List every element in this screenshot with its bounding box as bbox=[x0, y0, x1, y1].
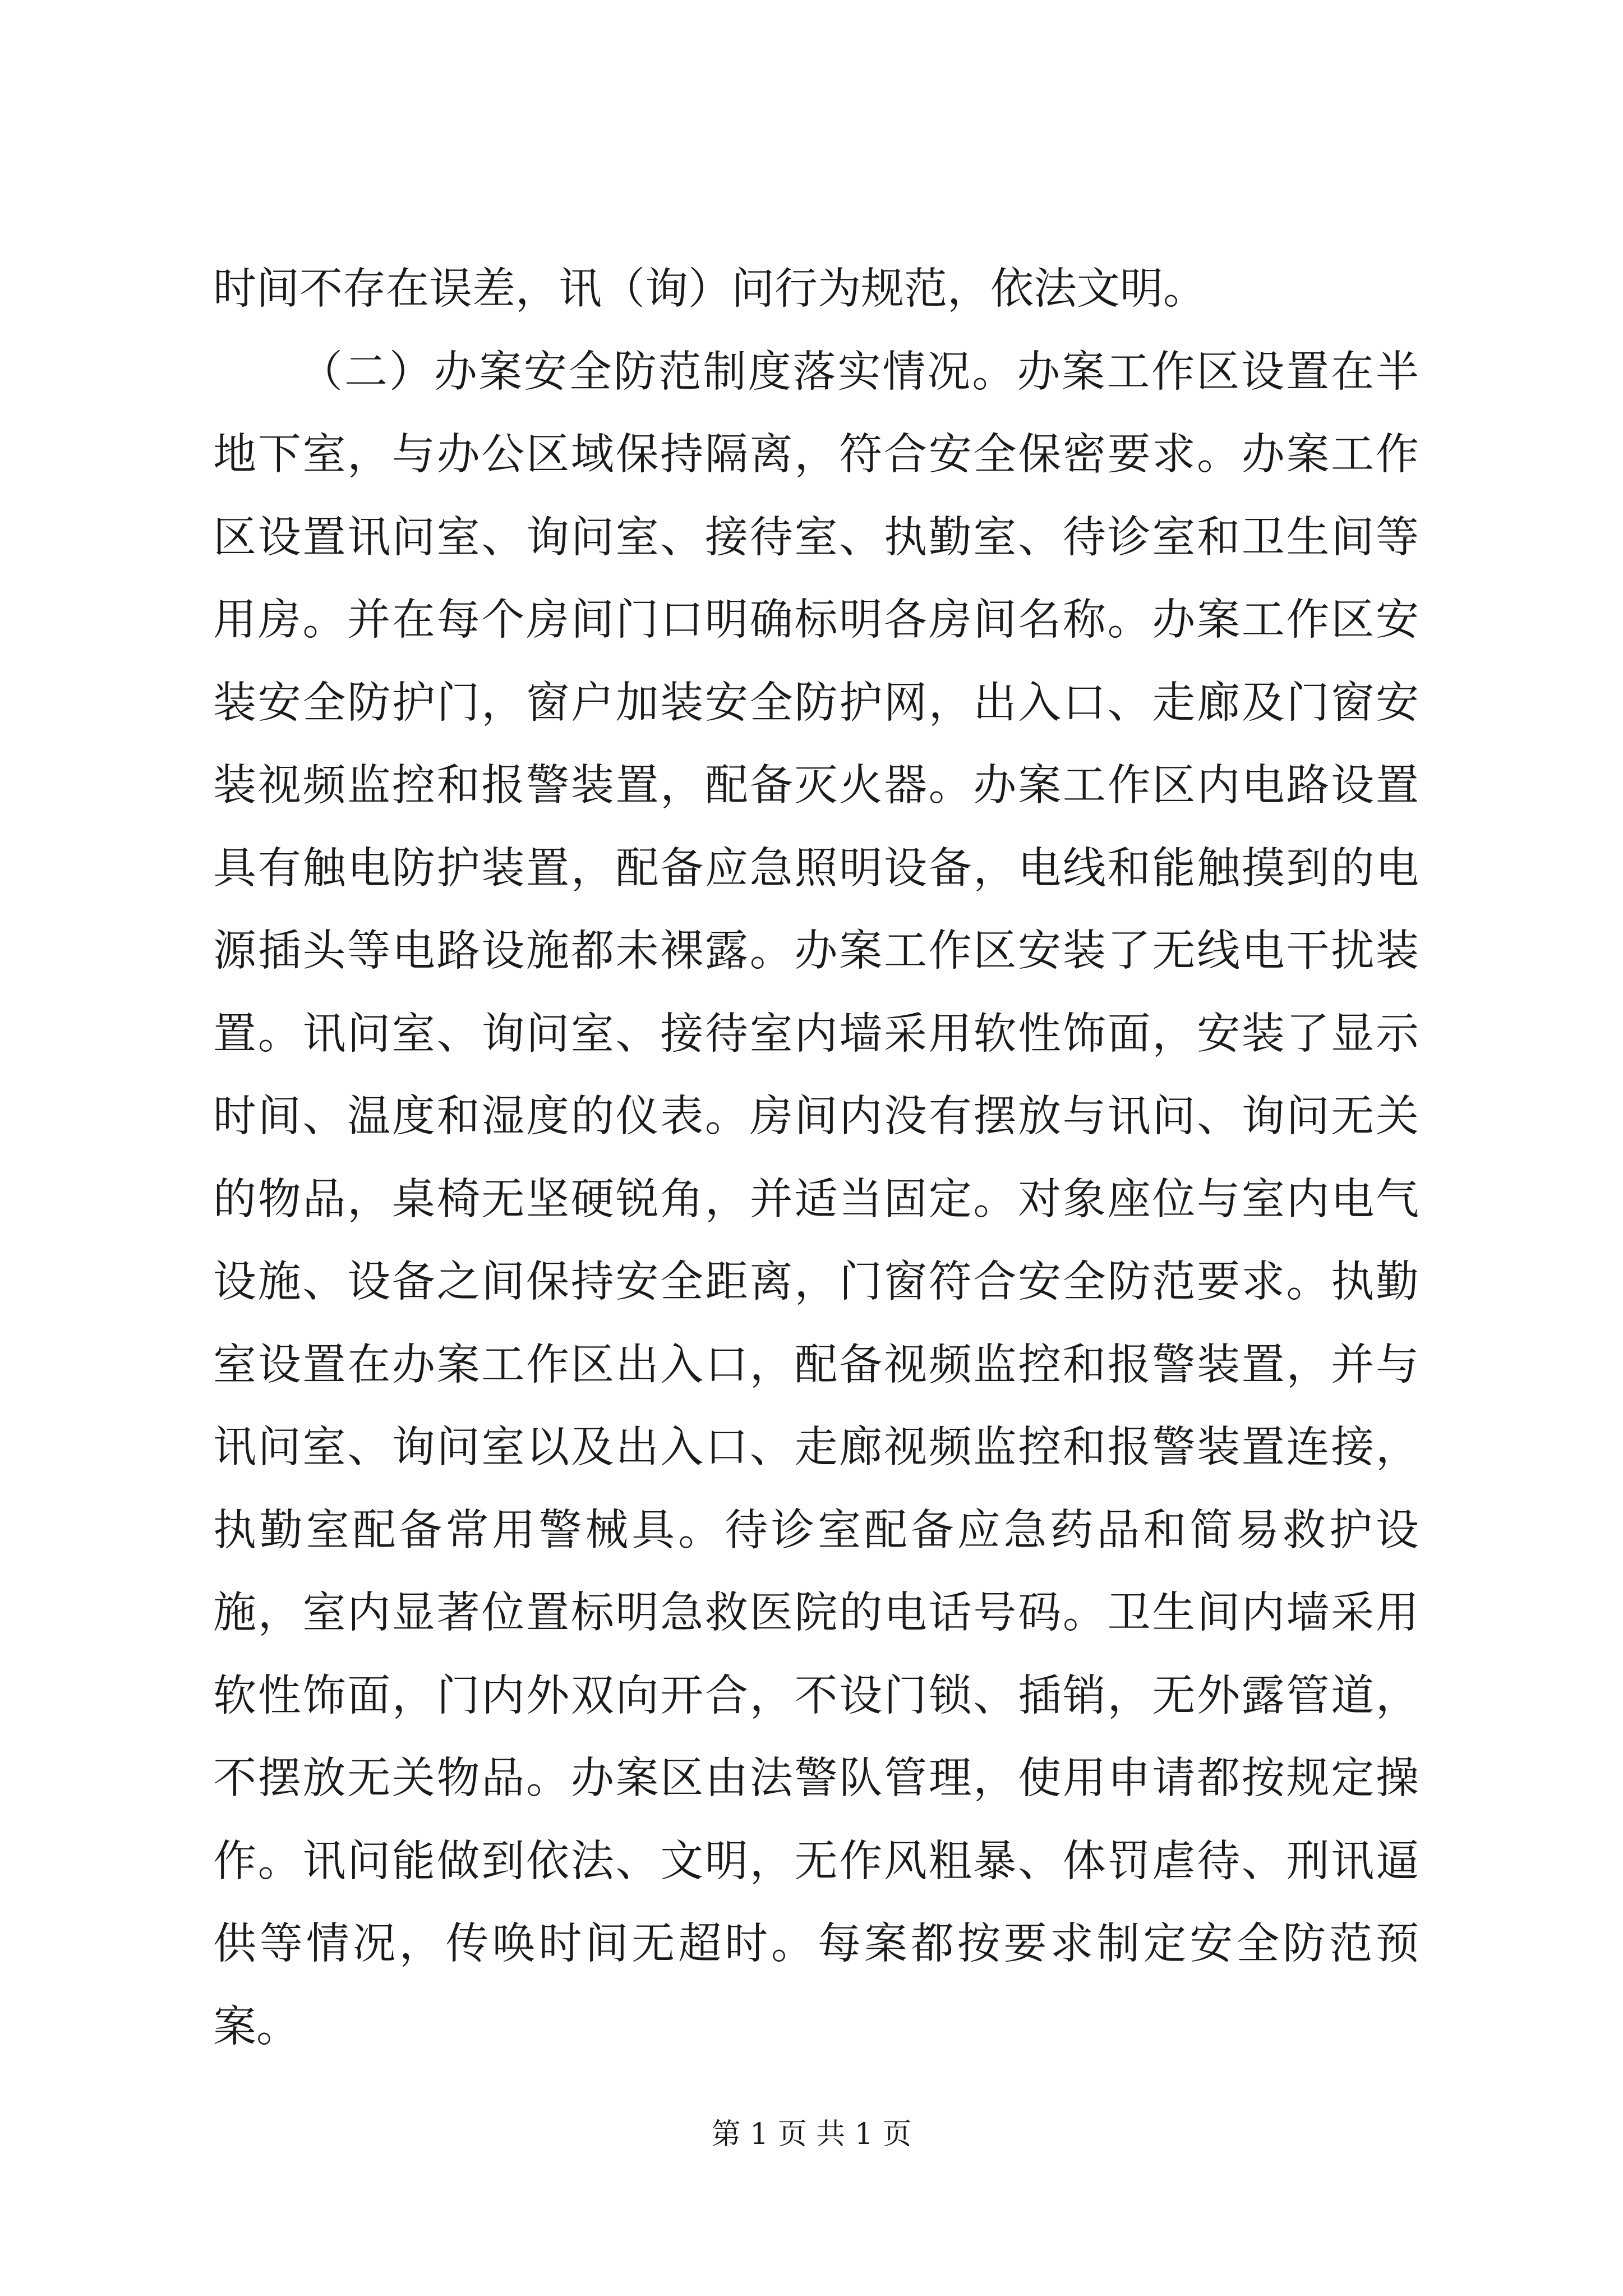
page-number-footer: 第 1 页 共 1 页 bbox=[711, 2118, 912, 2151]
paragraph-safety-measures: （二）办案安全防范制度落实情况。办案工作区设置在半地下室，与办公区域保持隔离，符合安全保密要求。办案工作区设置讯问室、询问室、接待室、执勤室、待诊室和卫生间等用房。并在每个房间门口明确标明各房间名称。办案工作区安装安全防护门，窗户加装安全防护网，出入口、走廊及门窗安装视频监控和报警装置，配备灭火器。办案工作区内电路设置具有触电防护装置，配备应急照明设备，电线和能触摸到的电源插头等电路设施都未裸露。办案工作区安装了无线电干扰装置。讯问室、询问室、接待室内墙采用软性饰面，安装了显示时间、温度和湿度的仪表。房间内没有摆放与讯问、询问无关的物品，桌椅无坚硬锐角，并适当固定。对象座位与室内电气设施、设备之间保持安全距离，门窗符合安全防范要求。执勤室设置在办案工作区出入口，配备视频监控和报警装置，并与讯问室、询问室以及出入口、走廊视频监控和报警装置连接，执勤室配备常用警械具。待诊室配备应急药品和简易救护设施，室内显著位置标明急救医院的电话号码。卫生间内墙采用软性饰面，门内外双向开合，不设门锁、插销，无外露管道，不摆放无关物品。办案区由法警队管理，使用申请都按规定操作。讯问能做到依法、文明，无作风粗暴、体罚虐待、刑讯逼供等情况，传唤时间无超时。每案都按要求制定安全防范预案。 bbox=[213, 347, 1419, 2052]
document-body bbox=[213, 248, 1419, 2068]
paragraph-continuation: 时间不存在误差，讯（询）问行为规范，依法文明。 bbox=[213, 264, 1206, 314]
